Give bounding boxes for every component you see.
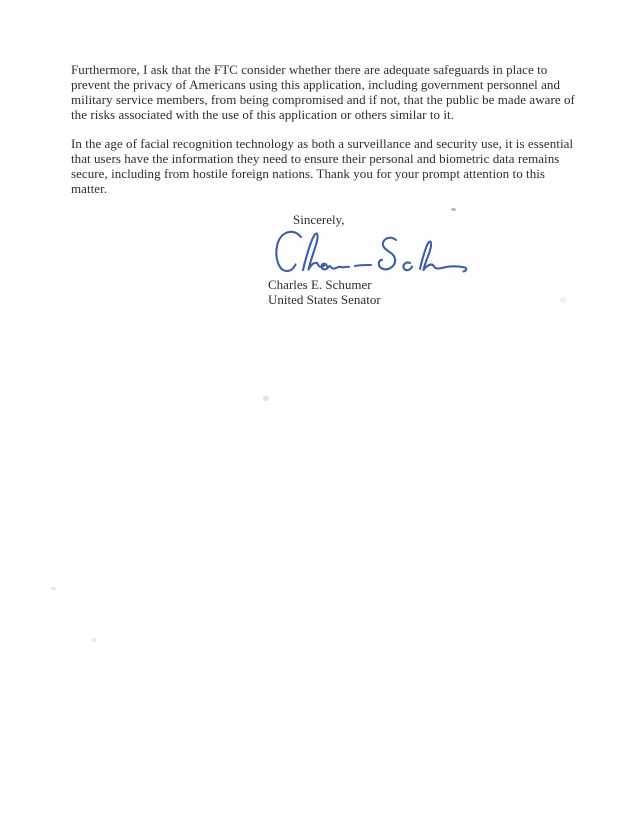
scan-speck <box>51 587 56 590</box>
paragraph-line: that users have the information they need to ensure their personal and biometric data remains <box>71 150 560 166</box>
paragraph-line: Furthermore, I ask that the FTC consider whether there are adequate safeguards in place to <box>71 62 548 77</box>
paragraph-line: prevent the privacy of Americans using this application, including government personnel and <box>71 76 561 92</box>
paragraph-line: In the age of facial recognition technology as both a surveillance and security use, it is essential <box>71 136 574 151</box>
scan-speck <box>451 208 456 211</box>
paragraph-line: secure, including from hostile foreign nations. Thank you for your prompt attention to this <box>71 165 546 181</box>
closing-salutation: Sincerely, <box>293 212 345 227</box>
paragraph-1 <box>71 63 575 123</box>
signature-stroke <box>276 232 301 271</box>
scan-speck <box>560 297 567 303</box>
signature-stroke <box>355 265 371 266</box>
paragraph-line: military service members, from being compromised and if not, that the public be made aware of <box>71 91 575 107</box>
signature-stroke <box>379 238 396 270</box>
paragraph-2 <box>71 137 573 197</box>
signature-stroke <box>322 264 350 270</box>
signature-stroke <box>403 262 412 270</box>
paragraph-line: matter. <box>71 180 108 196</box>
scan-speck <box>263 396 269 401</box>
scan-speck <box>91 638 97 642</box>
signature-strokes <box>276 232 466 272</box>
handwritten-signature-ink <box>270 224 470 282</box>
signature-stroke <box>420 242 466 272</box>
paragraph-line: the risks associated with the use of this application or others similar to it. <box>71 106 454 122</box>
signer-title: United States Senator <box>268 292 381 307</box>
signer-name: Charles E. Schumer <box>268 277 372 292</box>
